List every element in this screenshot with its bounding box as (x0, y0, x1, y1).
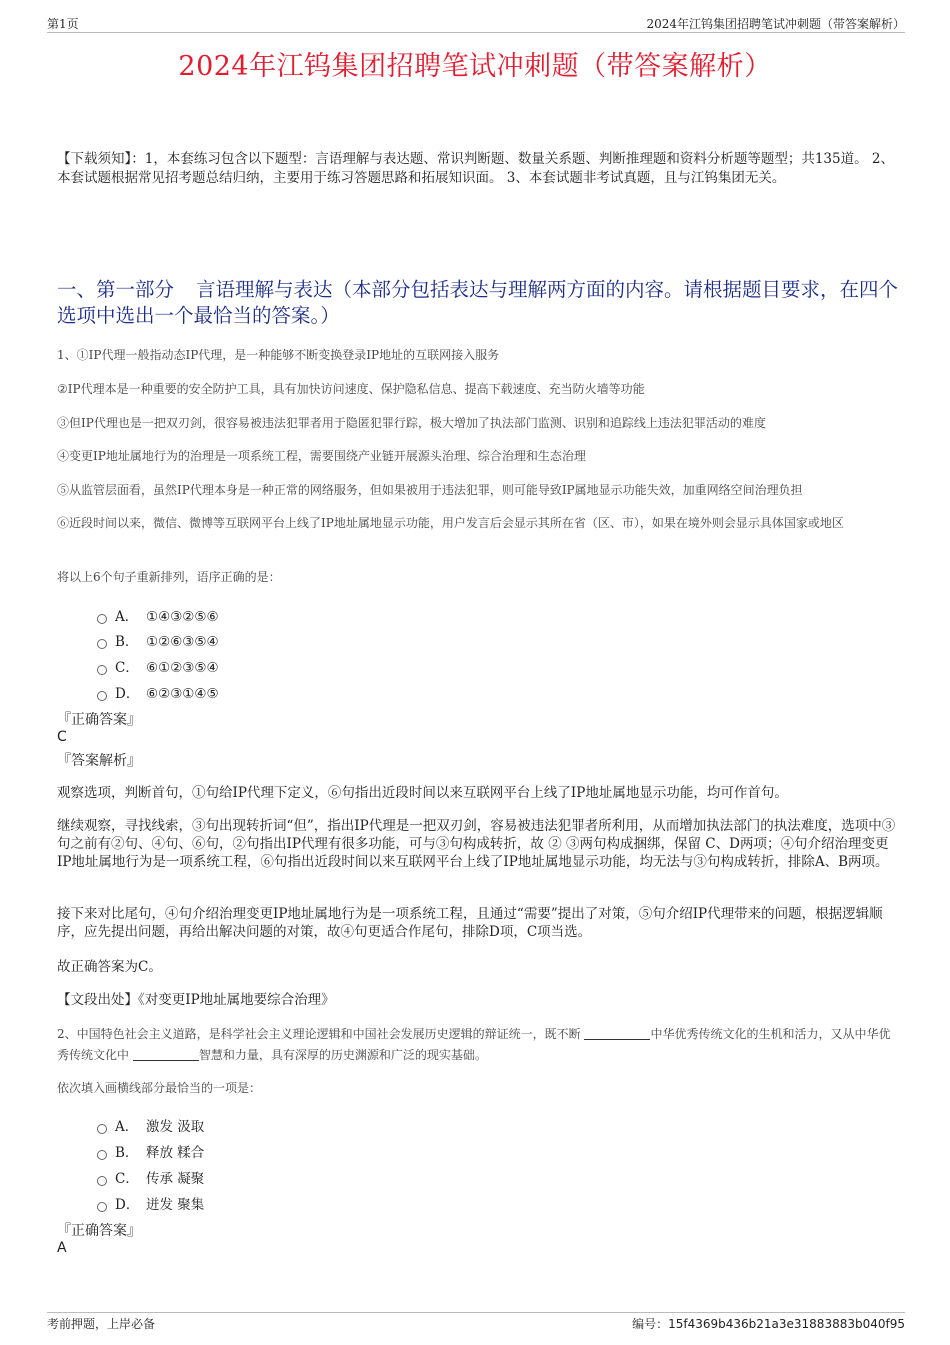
q1-source: 【文段出处】《对变更IP地址属地要综合治理》 (57, 992, 335, 1008)
q1-analysis-3: 接下来对比尾句，④句介绍治理变更IP地址属地行为是一项系统工程，且通过“需要”提出了对策，⑤句介绍IP代理带来的问题，根据逻辑顺序，应先提出问题，再给出解决问题的对策，故④句更适合作尾句，排除D项，C项当选。 (57, 906, 883, 940)
q1-option-b[interactable]: B． ①②⑥③⑤④ (97, 630, 219, 650)
radio-icon[interactable] (97, 614, 107, 624)
section-part: 一、第一部分 (57, 278, 175, 301)
q1-sentence-4: ④变更IP地址属地行为的治理是一项系统工程，需要围绕产业链开展源头治理、综合治理和生态治理 (57, 449, 586, 463)
radio-icon[interactable] (97, 691, 107, 701)
radio-icon[interactable] (97, 1150, 107, 1160)
footer-code: 编号：15f4369b436b21a3e31883883b040f95 (632, 1317, 905, 1331)
q2-option-c[interactable]: C． 传承 凝聚 (97, 1167, 204, 1187)
document-title: 2024年江钨集团招聘笔试冲刺题（带答案解析） (178, 51, 772, 82)
q2-prompt: 依次填入画横线部分最恰当的一项是： (57, 1081, 262, 1095)
q1-analysis-1: 观察选项，判断首句，①句给IP代理下定义，⑥句指出近段时间以来互联网平台上线了IP地址属地显示功能，均可作首句。 (57, 785, 788, 801)
page-footer (47, 1312, 905, 1331)
q1-analysis-label: 『答案解析』 (57, 753, 141, 769)
q2-option-a[interactable]: A． 激发 汲取 (97, 1115, 204, 1135)
radio-icon[interactable] (97, 1124, 107, 1134)
q1-sentence-1: 1、①IP代理一般指动态IP代理，是一种能够不断变换登录IP地址的互联网接入服务 (57, 348, 500, 362)
fill-blank-2[interactable] (133, 1048, 199, 1061)
q2-stem: 2、中国特色社会主义道路，是科学社会主义理论逻辑和中国社会发展历史逻辑的辩证统一，既不断 中华优秀传统文化的生机和活力，又从中华优秀传统文化中 智慧和力量，具有深厚的历史渊源和广泛的现实基础。 (57, 1027, 891, 1062)
q1-sentence-2: ②IP代理本是一种重要的安全防护工具，具有加快访问速度、保护隐私信息、提高下载速度、充当防火墙等功能 (57, 382, 645, 396)
q1-answer-label: 『正确答案』 (57, 712, 141, 728)
page-number: 第1页 (47, 17, 79, 31)
section-desc: 言语理解与表达（本部分包括表达与理解两方面的内容。请根据题目要求，在四个选项中选出一个最恰当的答案。） (57, 278, 899, 327)
q1-analysis-4: 故正确答案为C。 (57, 959, 162, 975)
q1-sentence-6: ⑥近段时间以来，微信、微博等互联网平台上线了IP地址属地显示功能，用户发言后会显示其所在省（区、市），如果在境外则会显示具体国家或地区 (57, 516, 844, 530)
radio-icon[interactable] (97, 1202, 107, 1212)
q1-option-a[interactable]: A． ①④③②⑤⑥ (97, 605, 219, 625)
radio-icon[interactable] (97, 665, 107, 675)
q1-sentence-5: ⑤从监管层面看，虽然IP代理本身是一种正常的网络服务，但如果被用于违法犯罪，则可能导致IP属地显示功能失效，加重网络空间治理负担 (57, 483, 803, 497)
q1-analysis-2: 继续观察，寻找线索，③句出现转折词“但”，指出IP代理是一把双刃剑，容易被违法犯罪者所利用，从而增加执法部门的执法难度，选项中③句之前有②句、④句、⑥句，②句指出IP代理有很多功能，可与③句构成转折，故 ② ③两句构成捆绑，保留 C、D两项；④句介绍治理变更IP地址属地行为是一项系统工程，⑥句指出近段时间以来互联网平台上线了IP地址属地显示功能，均无法与③句构成转折，排除A、B两项。 (57, 818, 896, 870)
q2-option-b[interactable]: B． 释放 糅合 (97, 1141, 204, 1161)
q1-sentence-3: ③但IP代理也是一把双刃剑，很容易被违法犯罪者用于隐匿犯罪行踪，极大增加了执法部门监测、识别和追踪线上违法犯罪活动的难度 (57, 416, 766, 430)
header-doc-title: 2024年江钨集团招聘笔试冲刺题（带答案解析） (646, 17, 905, 31)
radio-icon[interactable] (97, 1176, 107, 1186)
q2-option-d[interactable]: D． 迸发 聚集 (97, 1193, 204, 1213)
fill-blank-1[interactable] (584, 1027, 650, 1040)
q1-answer: C (57, 729, 67, 745)
q2-answer-label: 『正确答案』 (57, 1223, 141, 1239)
download-notice: 【下载须知】：1，本套练习包含以下题型：言语理解与表达题、常识判断题、数量关系题、判断推理题和资料分析题等题型；共135道。 2、本套试题根据常见招考题总结归纳，主要用于练习答题思路和拓展知识面。 3、本套试题非考试真题，且与江钨集团无关。 (57, 151, 894, 186)
q1-prompt: 将以上6个句子重新排列，语序正确的是： (57, 570, 281, 584)
q1-option-c[interactable]: C． ⑥①②③⑤④ (97, 656, 219, 676)
page-header (47, 14, 905, 33)
footer-slogan: 考前押题，上岸必备 (47, 1317, 156, 1331)
q2-answer: A (57, 1240, 67, 1256)
section-heading (57, 277, 902, 329)
q1-option-d[interactable]: D． ⑥②③①④⑤ (97, 682, 219, 702)
radio-icon[interactable] (97, 639, 107, 649)
